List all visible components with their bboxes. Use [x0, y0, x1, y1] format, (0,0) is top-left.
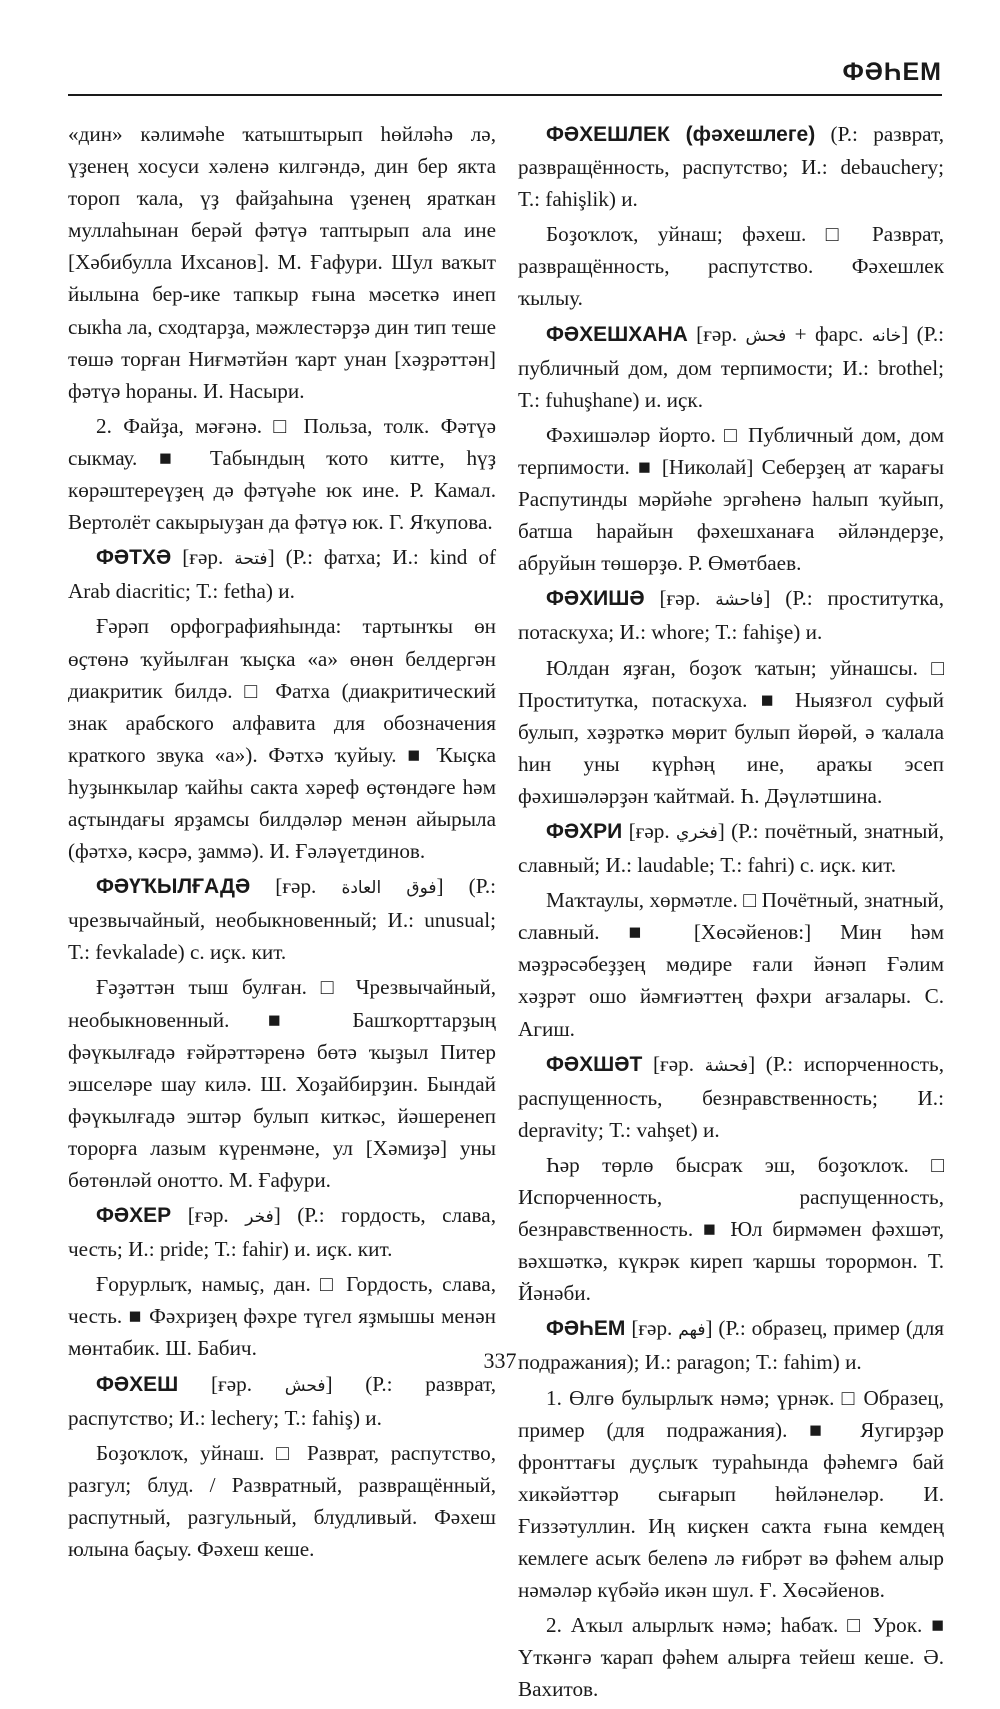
- entry-fahisha: [518, 582, 944, 648]
- entry-fatha: [68, 541, 496, 607]
- etymology-lang: [ғәр.: [631, 1316, 673, 1341]
- entry-fahishkhana: [518, 318, 944, 416]
- headword: ФӘҮҠЫЛҒАДӘ: [96, 875, 251, 899]
- persian-etymon: خانه: [871, 325, 902, 346]
- arabic-etymon: فخري: [675, 822, 718, 843]
- entry-definition: Ғәҙәттән тыш булған. □ Чрезвычайный, необыкновенный. ■ Башҡорттарҙың фәүкылғадә ғәйрәттәренә бөтә ҡыҙыл Питер эшселәре шау килә. Ш. Хоҙайбирҙин. Бындай фәүкылғадә эштәр булып киткәс, йәшеренеп торорға лазым күренмәне, ул [Хәмиҙә] уны бөтөнләй онотто. М. Ғафури.: [68, 975, 496, 1192]
- entry-definition: Фәхишәләр йорто. □ Публичный дом, дом терпимости. ■ [Николай] Себерҙең ат ҡарағы Распутинды мәрйәһе эргәһенә һалып ҡуйып, батша һарайын фәхешханаға әйләндерҙе, абруйын төшөрҙө. Р. Өмөтбаев.: [518, 422, 944, 576]
- entry-translations: ] (Р.: проститутка, потаскуха; И.: whore; Т.: fahişe) и.: [518, 586, 945, 645]
- etymology-lang-2: + фарс.: [794, 321, 864, 346]
- etymology-lang: [ғәр.: [653, 1051, 695, 1076]
- entry-fahishlik: [518, 118, 944, 215]
- entry-translations: (Р.: разврат, развращённость, распутство; И.: debauchery; Т.: fahişlik) и.: [518, 122, 945, 212]
- entry-fahir: [68, 1199, 496, 1265]
- headword: ФӘТХӘ: [96, 546, 172, 570]
- arabic-etymon: فخر: [245, 1207, 274, 1228]
- headword: ФӘХЕШХАНА: [546, 322, 688, 346]
- headword: ФӘХШӘТ: [546, 1052, 643, 1076]
- arabic-etymon: فحش: [745, 325, 787, 346]
- sense-2-paragraph: 2. Файҙа, мәғәнә. □ Польза, толк. Фәтүә сыкмау. ■ Табындың ҡото китте, һүҙ көрәштереүҙең дә фәтүәһе юк ине. Р. Камал. Вертолёт сакырыуҙан да фәтүә юк. Г. Яҡупова.: [68, 413, 496, 535]
- right-column: [518, 118, 944, 1709]
- arabic-etymon: فحش: [284, 1375, 326, 1396]
- headword: ФӘХЕШЛЕК (фәхешлеге): [546, 123, 816, 146]
- etymology-lang: [ғәр.: [275, 874, 317, 899]
- entry-fahish: [68, 1368, 496, 1434]
- etymology-lang: [ғәр.: [187, 1203, 229, 1228]
- entry-translations: ] (Р.: фатха; И.: kind of Arab diacritic; Т.: fetha) и.: [68, 545, 496, 604]
- headword: ФӘХИШӘ: [546, 587, 645, 611]
- headword: ФӘХРИ: [546, 819, 623, 843]
- entry-fahri: [518, 815, 944, 881]
- entry-translations: ] (Р.: чрезвычайный, необыкновенный; И.: unusual; Т.: fevkalade) с. иҫк. кит.: [68, 874, 497, 965]
- entry-definition: Ғорурлыҡ, намыҫ, дан. □ Гордость, слава, честь. ■ Фәхриҙең фәхре түгел яҙмышы менән мөнтабик. Ш. Бабич.: [68, 1272, 496, 1361]
- headword: ФӘХЕР: [96, 1204, 172, 1228]
- entry-translations: ] (Р.: почётный, знатный, славный; И.: laudable; Т.: fahri) с. иҫк. кит.: [518, 818, 945, 878]
- entry-definition: Боҙоҡлоҡ, уйнаш. □ Разврат, распутство, разгул; блуд. / Развратный, развращённый, распутный, разгульный, блудливый. Фәхеш юлына баҫыу. Фәхеш кеше.: [68, 1440, 496, 1562]
- arabic-etymon: فتحة: [234, 549, 268, 570]
- entry-translations: ] (Р.: испорченность, распущенность, безнравственность; И.: depravity; Т.: vahşet) и.: [518, 1051, 945, 1142]
- header-divider: [68, 94, 942, 96]
- headword: ФӘХЕШ: [96, 1372, 179, 1396]
- etymology-lang: [ғәр.: [210, 1371, 253, 1396]
- entry-definition: Маҡтаулы, хөрмәтле. □ Почётный, знатный, славный. ■ [Хөсәйенов:] Мин һәм мәҙрәсәбеҙҙең мөдире ғали йәнәп Ғәлим хәҙрәт ошо йәмғиәттең фәхри ағзалары. С. Агиш.: [518, 888, 944, 1041]
- running-head: ФӘҺЕМ: [842, 58, 942, 86]
- entry-fahshat: [518, 1048, 944, 1146]
- sense-2-definition: 2. Аҡыл алырлыҡ нәмә; һабаҡ. □ Урок. ■ Үткәнгә ҡарап фәһем алырға тейеш кеше. Ә. Вахитов.: [518, 1613, 944, 1702]
- etymology-lang: [ғәр.: [182, 545, 224, 570]
- arabic-etymon: فهم: [678, 1320, 706, 1341]
- etymology-lang: [ғәр.: [628, 818, 670, 843]
- entry-definition: Юлдан яҙған, боҙоҡ ҡатын; уйнашсы. □ Проститутка, потаскуха. ■ Ныязғол суфый булып, хәҙрәткә мөрит булып йөрөй, ә ҡалала һин уны күрһәң ине, араҡы эсеп фәхишәләрҙән ҡайтмай. Һ. Дәүләтшина.: [518, 655, 944, 808]
- arabic-etymon: فوق العادة: [341, 878, 437, 899]
- entry-fevkalade: [68, 870, 496, 968]
- entry-translations: ] (Р.: образец, пример (для подражания); И.: paragon; Т.: fahim) и.: [518, 1316, 945, 1375]
- arabic-etymon: فحشة: [704, 1055, 749, 1076]
- headword: ФӘҺЕМ: [546, 1317, 626, 1341]
- etymology-lang: [ғәр.: [659, 586, 701, 611]
- continued-paragraph: «дин» кәлимәһе ҡатыштырып һөйләһә лә, үҙенең хосуси хәленә килгәндә, дин бер якта тороп ҡала, үҙ файҙаһына үҙенең яраткан муллаһынан берәй фәтүә таптырып ала ине [Хәбибулла Ихсанов]. М. Ғафури. Шул ваҡыт йылына бер-ике тапкыр ғына мәсеткә инеп сыкһа ла, сходтарҙа, мәжлестәрҙә дин тип теше төшә торған Ниғмәтйән ҡарт унан [хәҙрәттән] фәтүә һораны. И. Насыри.: [68, 122, 496, 403]
- entry-translations: ] (Р.: разврат, распутство; И.: lechery; Т.: fahiş) и.: [68, 1371, 497, 1430]
- entry-definition: Һәр төрлө бысраҡ эш, боҙоҡлоҡ. □ Испорченность, распущенность, безнравственность. ■ Юл бирмәмен фәхшәт, вәхшәткә, күкрәк киреп ҡаршы торормон. Т. Йәнәби.: [518, 1152, 944, 1306]
- entry-translations: ] (Р.: гордость, слава, честь; И.: pride; Т.: fahir) и. иҫк. кит.: [68, 1203, 496, 1262]
- sense-1-definition: 1. Өлгө булырлыҡ нәмә; үрнәк. □ Образец, пример (для подражания). ■ Яугирҙәр фронттағы дуҫлыҡ тураһында фәһемгә бай хикәйәттәр сығарып һөйләнеләр. И. Ғиззәтуллин. Иң киҫкен саҡта ғына кемдең кемлеге асыҡ белenә лә ғибрәт вә фәһем алыр нәмәләр күбәйә икән шул. Ғ. Хөсәйенов.: [518, 1385, 944, 1603]
- entry-translations: ] (Р.: публичный дом, дом терпимости; И.: brothel; Т.: fuhuşhane) и. иҫк.: [518, 321, 945, 412]
- entry-definition: Боҙоҡлоҡ, уйнаш; фәхеш. □ Разврат, развращённость, распутство. Фәхешлек ҡылыу.: [518, 222, 944, 311]
- etymology-lang: [ғәр.: [696, 321, 738, 346]
- entry-definition: Ғәрәп орфографияһында: тартынҡы өн өҫтөнә ҡуйылған ҡыҫка «а» өнөн белдергән диакритик билдә. □ Фатха (диакритический знак арабского алфавита для обозначения краткого звука «а»). Фәтхә ҡуйыу. ■ Ҡыҫка һуҙынкылар ҡайһы сакта хәреф өҫтөндәге һәм аҫтындағы ярҙамсы билдәләр менән айырыла (фәтхә, кәсрә, ҙаммә). И. Ғәләүетдинов.: [68, 614, 496, 864]
- page-number: 337: [483, 1348, 517, 1373]
- arabic-etymon: فاحشة: [715, 590, 764, 611]
